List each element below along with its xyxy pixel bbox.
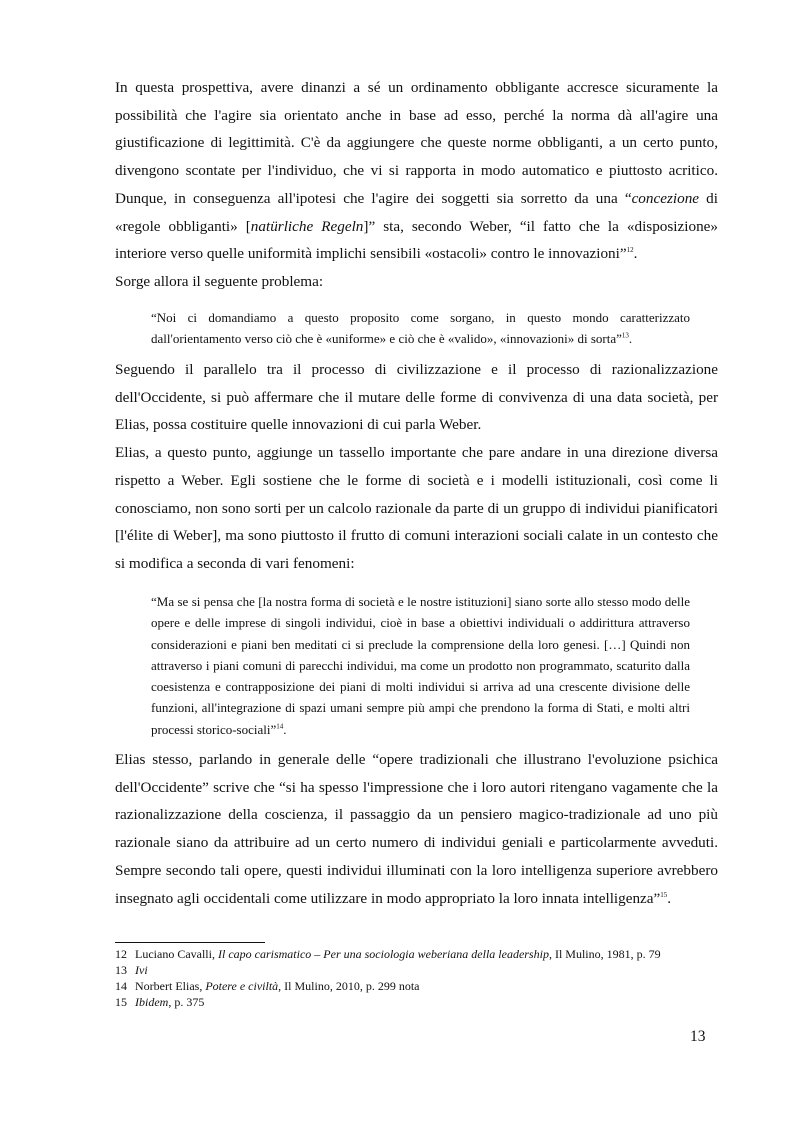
footnote-title: Ibidem — [135, 995, 169, 1009]
paragraph-text — [115, 74, 718, 268]
paragraph-text — [115, 746, 718, 912]
text-span: ]” sta, secondo Weber, “il fatto che la «disposizione» interiore verso quelle uniformità implichi sensibili «ostacoli» contro le innovazioni” — [115, 217, 719, 263]
footnote-divider — [115, 942, 265, 943]
footnote-14 — [115, 978, 735, 994]
emphasis-text: natürliche Regeln — [250, 217, 364, 235]
footnote-number: 14 — [115, 979, 127, 993]
footnote-number: 15 — [115, 995, 127, 1009]
paragraph-elias-parallel — [115, 356, 718, 578]
text-span: Elias stesso, parlando in generale delle “opere tradizionali che illustrano l'evoluzione psichica dell'Occidente” scrive che “si ha spesso l'impressione che i loro autori ritengano vagamente che la razionalizzazione della coscienza, il passaggio da un pensiero magico-tradizionale ad uno più razionale siano da attribuire ad un certo numero di individui geniali e particolarmente avveduti. Sempre secondo tali opere, questi individui illuminati con la loro intelligenza superiore avrebbero insegnato agli occidentali come utilizzare in modo appropriato la loro innata intelligenza” — [115, 751, 718, 907]
block-quote-elias — [151, 591, 690, 740]
paragraph-text — [115, 439, 718, 578]
paragraph-text — [115, 356, 718, 439]
paragraph-weber-norms — [115, 74, 718, 296]
footnote-12 — [115, 946, 735, 962]
text-span: Seguendo il parallelo tra il processo di civilizzazione e il processo di razionalizzazione dell'Occidente, si può affermare che il mutare delle forme di convivenza di una data società, per Elias, possa costituire quelle innovazioni di cui parla Weber. — [115, 361, 718, 434]
footnote-15 — [115, 994, 735, 1010]
text-span: . — [628, 331, 633, 347]
paragraph-elias-rationalization — [115, 746, 718, 912]
footnote-text: Norbert Elias, — [135, 979, 206, 993]
footnotes — [115, 946, 735, 1010]
block-quote-weber — [151, 307, 690, 350]
footnote-ref-12[interactable]: 12 — [626, 246, 634, 255]
footnote-text: Luciano Cavalli, — [135, 947, 218, 961]
footnote-text: , Il Mulino, 1981, p. 79 — [548, 947, 661, 961]
footnote-title: Potere e civiltà — [205, 979, 279, 993]
text-span: Sorge allora il seguente problema: — [115, 272, 324, 290]
footnote-number: 13 — [115, 963, 127, 977]
footnote-title: Il capo carismatico – Per una sociologia weberiana della leadership — [217, 947, 549, 961]
text-span: In questa prospettiva, avere dinanzi a sé un ordinamento obbligante accresce sicuramente la possibilità che l'agire sia orientato anche in base ad esso, perché la norma dà all'agire una giustificazione di legittimità. C'è da aggiungere che queste norme obbliganti, a un certo punto, divengono scontate per l'individuo, che vi si rapporta in modo automatico e piuttosto acritico. Dunque, in conseguenza all'ipotesi che l'agire dei soggetti sia sorretto da una “ — [115, 79, 718, 207]
footnote-13 — [115, 962, 735, 978]
footnote-number: 12 — [115, 947, 127, 961]
footnote-title: Ivi — [135, 963, 148, 977]
page-number: 13 — [690, 1028, 706, 1045]
quote-text — [151, 591, 690, 740]
quote-text — [151, 307, 690, 350]
emphasis-text: concezione — [631, 189, 700, 207]
text-span: “Ma se si pensa che [la nostra forma di società e le nostre istituzioni] siano sorte allo stesso modo delle opere e delle imprese di singoli individui, cioè in base a obiettivi individuali o addirittura attraverso considerazioni e piani ben meditati ci si preclude la comprensione della loro genesi. […] Quindi non attraverso i piani comuni di parecchi individui, ma come un prodotto non programmato, scaturito dalla coesistenza e contrapposizione dei piani di molti individui si arriva ad una crescente divisione delle funzioni, all'integrazione di spazi umani sempre più ampi che prendono la forma di Stati, e molti altri processi storico-sociali” — [151, 594, 690, 737]
text-span: . — [283, 721, 287, 737]
footnote-ref-14[interactable]: 14 — [276, 722, 284, 731]
text-span: “Noi ci domandiamo a questo proposito come sorgano, in questo mondo caratterizzato dall'orientamento verso ciò che è «uniforme» e ciò che è «valido», «innovazioni» di sorta” — [151, 310, 690, 347]
paragraph-text — [115, 268, 718, 296]
text-span: Elias, a questo punto, aggiunge un tassello importante che pare andare in una direzione diversa rispetto a Weber. Egli sostiene che le forme di società e i modelli istituzionali, così come li conosciamo, non sono sorti per un calcolo razionale da parte di un gruppo di individui pianificatori [l'élite di Weber], ma sono piuttosto il frutto di comuni interazioni sociali calate in un contesto che si modifica a seconda di vari fenomeni: — [115, 444, 718, 572]
text-span: . — [633, 245, 638, 263]
footnote-text: , p. 375 — [168, 995, 205, 1009]
text-span: di «regole obbliganti» [ — [115, 189, 718, 235]
footnote-text: , Il Mulino, 2010, p. 299 nota — [278, 979, 420, 993]
footnote-ref-13[interactable]: 13 — [621, 331, 629, 340]
text-span: . — [667, 889, 672, 907]
footnote-ref-15[interactable]: 15 — [660, 890, 668, 899]
